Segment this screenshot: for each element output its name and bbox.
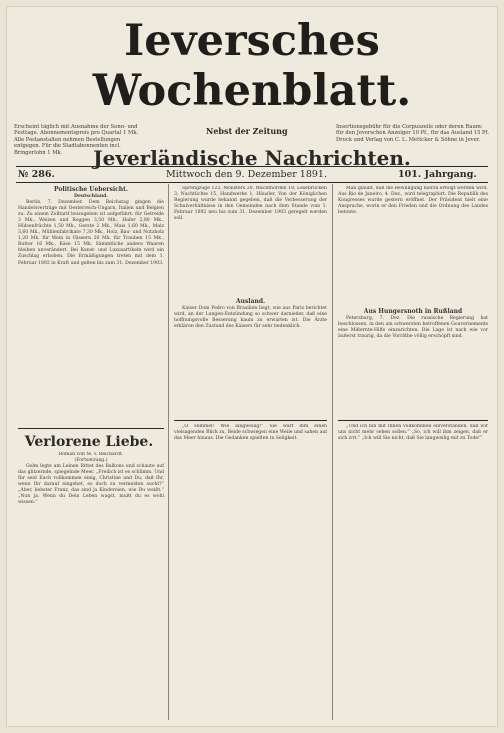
dateline — [16, 169, 488, 181]
column-divider-1 — [168, 184, 169, 720]
volume-year: 101. Jahrgang. — [398, 169, 477, 180]
story-text: Golm legte am Leinen Rittet des Balkons und schaute auf das glitzernde, spiegelnde Meer. „Freilich ist es schlimm. Und Ihr seid Euch vollkommen einig, Christine und Du, daß Ihr, wenn Ihr darauf eingehet, es doch zu vermeiden sucht?“ „Aber, liebster Franz, das sind ja Kindereien, wie Du weißt.“ „Nun ja. Wenn du Dein Leben wagst, mußt du es wohl wissen.“ — [18, 464, 164, 506]
right-story-text: „Und ich bin mit Ihnen vollkommen einverstanden, daß wir uns nicht mehr sehen sollen.“ „So, ich will ihm zeigen, daß er sich irrt.“ „Ich will Sie nicht, daß Sie langweilig mit zu Tode!“ — [338, 424, 488, 442]
column-right-story — [338, 424, 488, 724]
abroad-heading: Ausland. — [235, 298, 266, 305]
column-story — [18, 452, 164, 722]
column-right-russia — [338, 308, 488, 418]
newspaper-subtitle: Jeverländische Nachrichten. — [93, 146, 411, 170]
middle-text: Sprengzüge 123, Monsters 20, Wachthörden 19, Lesebrücken 3, Nachtlichte 15, Handwerke 1, Häusler. Von der Königlichen Regierung wurde bekannt gegeben, daß die Verbesserung der Schulverhältnisse in den Gemeinden nach dem Stande vom 1. Februar 1892 neu bis zum 31. Dezember 1903 geregelt werden soll. — [174, 186, 327, 222]
column-divider-2 — [332, 184, 333, 720]
issue-number: № 286. — [18, 169, 55, 180]
column-right-top — [338, 186, 488, 306]
politics-text: Berlin, 7. Dezember. Dem Reichstag gingen die Handelsverträge mit Oesterreich-Ungarn, Italien und Belgien zu. Zu einem Zolltarif beizugeben ist aufgeführt: für Getreide 3 Mk., Weizen und Roggen 3,50 Mk., Hafer 2,80 Mk., Hülsenfrüchte 1,50 Mk., Gerste 2 Mk., Mais 1,60 Mk., Malz 3,60 Mk., Mühlenfabrikate 7,30 Mk., Holz, Bau- und Nutzholz 1,20 Mk. für Wein in Fässern 20 Mk. für Trauben 15 Mk., Butter 16 Mk., Käse 15 Mk. Sämmtliche andere Waaren bleiben unverändert. Bei Kunst- und Luxusartikeln wird ein Zuschlag erhoben. Die Ermäßigungen treten mit dem 1. Februar 1892 in Kraft und gelten bis zum 31. Dezember 1903. — [18, 200, 164, 266]
column-politics — [18, 186, 164, 426]
column-middle-abroad — [174, 298, 327, 418]
advertising-notice: Insertionsgebühr für die Corpuszeile oder deren Raum: für den Jeverschen Anzeiger 10 Pf., für das Ausland 15 Pf. Druck und Verlag von C. L. Mettcker & Söhne in Jever. — [336, 124, 489, 143]
russia-text: Petersburg, 7. Dez. Die russische Regierung hat beschlossen, in den am schwersten betroffenen Gouvernements eine Mißernte-Hilfe einzurichten. Die Lage ist nach wie vor äußerst traurig, da die Vorräthe völlig erschöpft sind. — [338, 316, 488, 340]
story-title: Verlorene Liebe. — [24, 434, 154, 450]
politics-heading: Politische Uebersicht. — [53, 186, 129, 193]
column-middle-top — [174, 186, 327, 296]
story-continuation: (Fortsetzung.) — [74, 458, 108, 464]
story-rule — [18, 428, 164, 429]
russia-heading: Aus Hungersnoth in Rußland — [363, 308, 463, 315]
column-middle-story — [174, 424, 327, 724]
subscription-notice: Erscheint täglich mit Ausnahme der Sonn- und Festtage. Abonnementspreis pro Quartal 1 Mk. Alle Postanstalten nehmen Bestellungen entgegen. Für die Stadtabonnenten incl. Bringerlohn 1 Mk. — [14, 124, 139, 156]
masthead-title: Ieversches Wochenblatt. — [92, 16, 412, 116]
newspaper-page — [6, 6, 498, 727]
middle-rule — [174, 420, 327, 421]
rule-top — [16, 166, 488, 167]
germany-subheading: Deutschland. — [74, 194, 108, 199]
right-text: Man glaubt, daß die Bewilligung hierzu erfolgt werden wird. Aus Rio de Janeiro, 4. Dez., wird telegraphirt: Die Republik des Kongresses wurde gestern eröffnet. Der Präsident hielt eine Ansprache, worin er den Frieden und die Ordnung des Landes betonte. — [338, 186, 488, 216]
abroad-text: Kaiser Dom Pedro von Brasilien liegt, wie aus Paris berichtet wird, an der Lungen-Entzündung so schwer darnieder, daß eine hoffnungsvolle Besserung kaum zu erwarten ist. Die Ärzte erklären den Zustand des Kaisers für sehr bedenklich. — [174, 306, 327, 330]
middle-story-text: „O Himmel! Wie langweilig!“ Sie warf ihm einen vielsagenden Blick zu. Beide schwiegen eine Weile und sahen auf das Meer hinaus. Die Gedanken spielten in Seligkeit. — [174, 424, 327, 442]
rule-bottom — [16, 182, 488, 183]
right-rule — [338, 420, 488, 421]
story-byline: Roman von M. v. Reichardt. — [58, 452, 124, 457]
issue-date: Mittwoch den 9. Dezember 1891. — [166, 169, 327, 180]
supplement-label: Nebst der Zeitung — [206, 126, 288, 136]
